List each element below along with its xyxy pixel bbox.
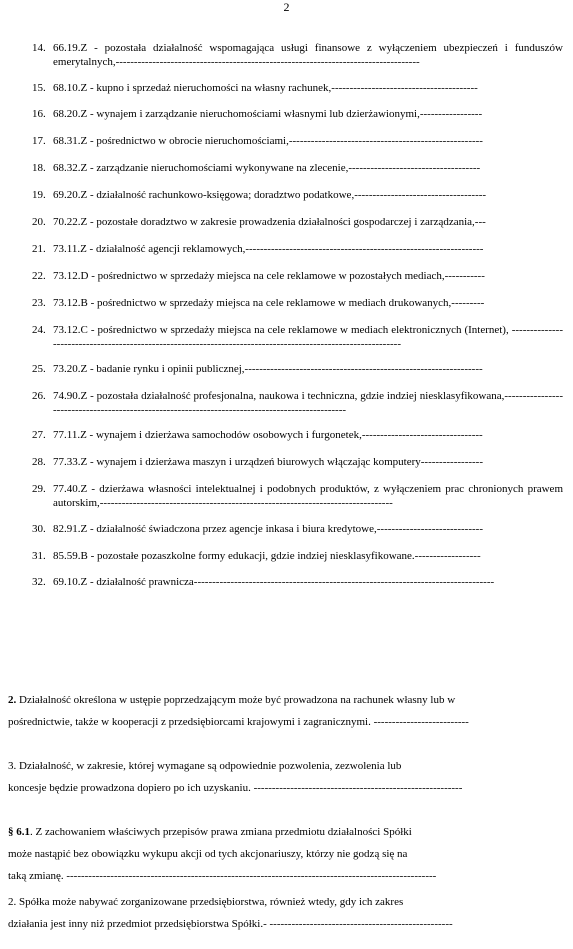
list-item-text: 68.32.Z - zarządzanie nieruchomościami wykonywane na zlecenie,------------------------------------ (53, 162, 481, 175)
list-item-text: 68.20.Z - wynajem i zarządzanie nieruchomościami własnymi lub dzierżawionymi,----------------- (53, 108, 483, 121)
list-item (32, 81, 563, 95)
list-item-text: 82.91.Z - działalność świadczona przez agencje inkasa i biura kredytowe,----------------------------- (53, 522, 483, 535)
list-item-number: 24. (32, 323, 46, 336)
list-item-number: 16. (32, 108, 46, 121)
paragraph-line: może nastąpić bez obowiązku wykupu akcji od tych akcjonariuszy, którzy nie godzą się na (8, 848, 408, 860)
list-item (32, 107, 563, 121)
list-item (32, 428, 563, 442)
pkd-activity-list (32, 41, 563, 602)
paragraph-line: taką zmianę. ----------------------------------------------------------------------------------------------------- (8, 870, 437, 882)
list-item (32, 41, 563, 69)
list-item-number: 23. (32, 296, 46, 309)
paragraph-line: 2. Spółka może nabywać zorganizowane przedsiębiorstwa, również wtedy, gdy ich zakres (8, 896, 404, 908)
list-item (32, 269, 563, 283)
list-item-text: 66.19.Z - pozostała działalność wspomagająca usługi finansowe z wyłączeniem ubezpieczeń i funduszów emerytalnych,----------------------------------------------------------------------------------- (53, 42, 563, 68)
list-item-text: 73.20.Z - badanie rynku i opinii publicznej,----------------------------------------------------------------- (53, 363, 483, 376)
list-item (32, 362, 563, 376)
paragraph-line (8, 821, 563, 843)
list-item-number: 29. (32, 483, 46, 496)
list-item (32, 389, 563, 417)
list-item (32, 549, 563, 563)
list-item-number: 26. (32, 389, 46, 402)
section-number: § 6.1 (8, 826, 30, 838)
paragraph-number: 2. (8, 694, 17, 706)
list-item-number: 22. (32, 269, 46, 282)
list-item-number: 20. (32, 215, 46, 228)
list-item-number: 27. (32, 429, 46, 442)
list-item-number: 18. (32, 162, 46, 175)
list-item-number: 21. (32, 242, 46, 255)
list-item-text: 68.10.Z - kupno i sprzedaż nieruchomości na własny rachunek,---------------------------------------- (53, 81, 478, 94)
paragraph-line: pośrednictwie, także w kooperacji z przedsiębiorcami krajowymi i zagranicznymi. -------------------------- (8, 716, 469, 728)
list-item (32, 161, 563, 175)
list-item-number: 19. (32, 189, 46, 202)
list-item (32, 134, 563, 148)
paragraph-2 (8, 689, 563, 733)
list-item-number: 17. (32, 135, 46, 148)
list-item-text: 77.33.Z - wynajem i dzierżawa maszyn i urządzeń biurowych włączając komputery----------------- (53, 456, 484, 469)
list-item (32, 455, 563, 469)
list-item-text: 70.22.Z - pozostałe doradztwo w zakresie prowadzenia działalności gospodarczej i zarządzania,--- (53, 215, 486, 228)
paragraph-line: działania jest inny niż przedmiot przedsiębiorstwa Spółki.- -------------------------------------------------- (8, 918, 453, 930)
list-item-number: 25. (32, 363, 46, 376)
list-item-text: 77.11.Z - wynajem i dzierżawa samochodów osobowych i furgonetek,--------------------------------- (53, 429, 483, 442)
list-item-text: 77.40.Z - dzierżawa własności intelektualnej i podobnych produktów, z wyłączeniem prac chronionych prawem autorskim,-------------------------------------------------------------------------------- (53, 483, 563, 510)
paragraph-3 (8, 755, 563, 799)
list-item (32, 575, 563, 589)
list-item-text: 69.10.Z - działalność prawnicza---------------------------------------------------------------------------------- (53, 576, 495, 589)
list-item-text: 73.12.B - pośrednictwo w sprzedaży miejsca na cele reklamowe w mediach drukowanych,--------- (53, 296, 485, 309)
section-6-2 (8, 891, 563, 935)
list-item-number: 15. (32, 81, 46, 94)
page-number: 2 (283, 0, 290, 14)
paragraph-line: 3. Działalność, w zakresie, której wymagane są odpowiednie pozwolenia, zezwolenia lub (8, 760, 402, 772)
list-item-text: 73.12.D - pośrednictwo w sprzedaży miejsca na cele reklamowe w pozostałych mediach,----------- (53, 269, 485, 282)
list-item-number: 30. (32, 522, 46, 535)
list-item-number: 31. (32, 549, 46, 562)
list-item-number: 32. (32, 576, 46, 589)
paragraph-text: Działalność określona w ustępie poprzedzającym może być prowadzona na rachunek własny lub w (16, 694, 456, 706)
section-6-1 (8, 821, 563, 887)
list-item-text: 68.31.Z - pośrednictwo w obrocie nieruchomościami,----------------------------------------------------- (53, 135, 483, 148)
list-item (32, 323, 563, 351)
list-item (32, 188, 563, 202)
list-item (32, 482, 563, 510)
list-item (32, 242, 563, 256)
list-item-text: 73.12.C - pośrednictwo w sprzedaży miejsca na cele reklamowe w mediach elektronicznych (Internet), ------------------------------------------------------------------------------------------------------------- (53, 323, 563, 350)
paragraph-line: koncesje będzie prowadzona dopiero po ich uzyskaniu. --------------------------------------------------------- (8, 782, 463, 794)
list-item-text: 69.20.Z - działalność rachunkowo-księgowa; doradztwo podatkowe,------------------------------------ (53, 189, 487, 202)
list-item-number: 28. (32, 456, 46, 469)
list-item-number: 14. (32, 42, 46, 54)
list-item-text: 74.90.Z - pozostała działalność profesjonalna, naukowa i techniczna, gdzie indziej niesklasyfikowana,------------------------------------------------------------------------------------------------ (53, 389, 563, 416)
paragraph-text: . Z zachowaniem właściwych przepisów prawa zmiana przedmiotu działalności Spółki (30, 826, 412, 838)
list-item-text: 73.11.Z - działalność agencji reklamowych,----------------------------------------------------------------- (53, 242, 484, 255)
list-item (32, 215, 563, 229)
list-item (32, 522, 563, 536)
paragraph-line (8, 689, 563, 711)
list-item-text: 85.59.B - pozostałe pozaszkolne formy edukacji, gdzie indziej niesklasyfikowane.------------------ (53, 549, 481, 562)
list-item (32, 296, 563, 310)
